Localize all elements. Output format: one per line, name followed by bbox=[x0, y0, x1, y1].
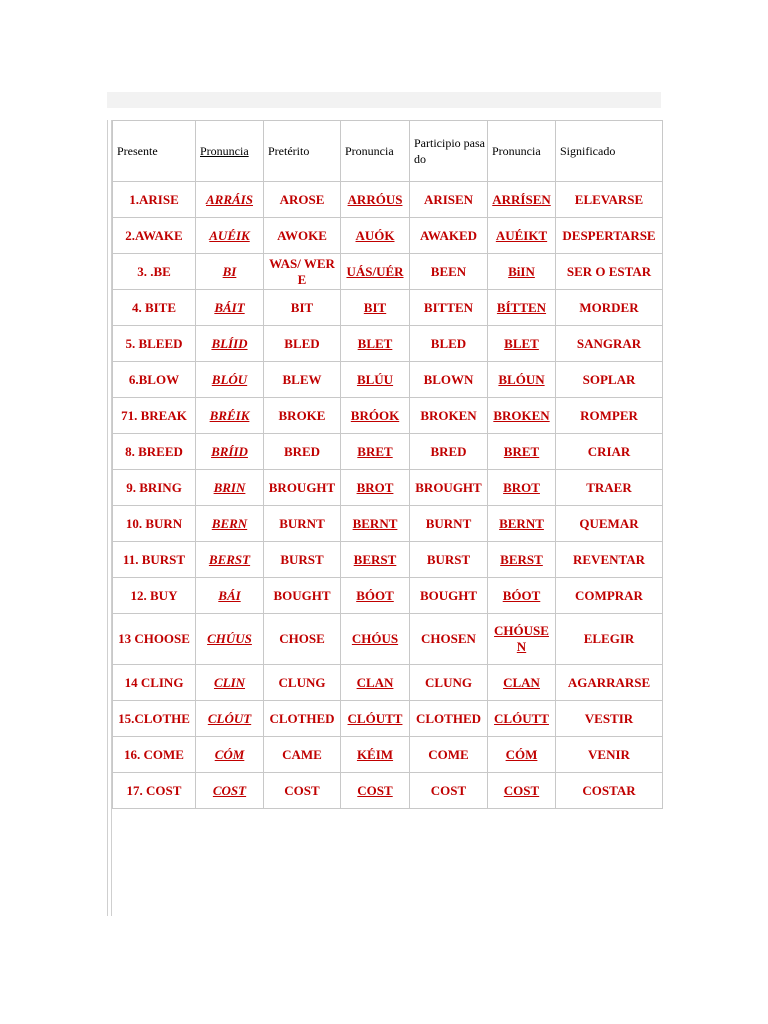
table-row bbox=[113, 773, 663, 809]
cell-pronuncia-3: AUÉIKT bbox=[488, 218, 556, 254]
cell-pronuncia-2: BÓOT bbox=[341, 578, 410, 614]
cell-pronuncia-3: CHÓUSEN bbox=[488, 614, 556, 665]
cell-participio: BLED bbox=[410, 326, 488, 362]
table-row bbox=[113, 182, 663, 218]
irregular-verbs-table bbox=[112, 120, 663, 809]
cell-presente: 15.CLOTHE bbox=[113, 701, 196, 737]
cell-pronuncia-1: CÓM bbox=[196, 737, 264, 773]
cell-pronuncia-2: ARRÓUS bbox=[341, 182, 410, 218]
cell-participio: BURNT bbox=[410, 506, 488, 542]
cell-pronuncia-1: BLÓU bbox=[196, 362, 264, 398]
table-row bbox=[113, 218, 663, 254]
cell-pronuncia-3: BÍTTEN bbox=[488, 290, 556, 326]
table-row bbox=[113, 665, 663, 701]
cell-participio: ARISEN bbox=[410, 182, 488, 218]
cell-presente: 14 CLING bbox=[113, 665, 196, 701]
cell-pronuncia-1: BRIN bbox=[196, 470, 264, 506]
cell-pronuncia-3: BÓOT bbox=[488, 578, 556, 614]
cell-pronuncia-1: ARRÁIS bbox=[196, 182, 264, 218]
cell-preterito: BURST bbox=[264, 542, 341, 578]
cell-pronuncia-3: COST bbox=[488, 773, 556, 809]
cell-pronuncia-2: BRÓOK bbox=[341, 398, 410, 434]
cell-presente: 2.AWAKE bbox=[113, 218, 196, 254]
table-row bbox=[113, 614, 663, 665]
cell-significado: CRIAR bbox=[556, 434, 663, 470]
table-row bbox=[113, 701, 663, 737]
table-row bbox=[113, 506, 663, 542]
cell-pronuncia-3: CLAN bbox=[488, 665, 556, 701]
table-row bbox=[113, 290, 663, 326]
cell-pronuncia-1: BLÍID bbox=[196, 326, 264, 362]
table-row bbox=[113, 470, 663, 506]
table-row bbox=[113, 542, 663, 578]
table-row bbox=[113, 362, 663, 398]
cell-significado: SOPLAR bbox=[556, 362, 663, 398]
cell-pronuncia-3: BROT bbox=[488, 470, 556, 506]
cell-pronuncia-2: BERNT bbox=[341, 506, 410, 542]
cell-participio: BLOWN bbox=[410, 362, 488, 398]
cell-pronuncia-1: AUÉIK bbox=[196, 218, 264, 254]
cell-presente: 17. COST bbox=[113, 773, 196, 809]
cell-presente: 5. BLEED bbox=[113, 326, 196, 362]
cell-pronuncia-2: KÉIM bbox=[341, 737, 410, 773]
cell-significado: VENIR bbox=[556, 737, 663, 773]
cell-pronuncia-2: BLET bbox=[341, 326, 410, 362]
cell-pronuncia-3: BLÓUN bbox=[488, 362, 556, 398]
cell-participio: BURST bbox=[410, 542, 488, 578]
table-header-row bbox=[113, 121, 663, 182]
header-presente: Presente bbox=[113, 121, 196, 182]
cell-participio: CLOTHED bbox=[410, 701, 488, 737]
cell-preterito: CLUNG bbox=[264, 665, 341, 701]
cell-significado: ROMPER bbox=[556, 398, 663, 434]
cell-pronuncia-2: CHÓUS bbox=[341, 614, 410, 665]
cell-participio: BROUGHT bbox=[410, 470, 488, 506]
cell-presente: 1.ARISE bbox=[113, 182, 196, 218]
cell-significado: ELEVARSE bbox=[556, 182, 663, 218]
cell-preterito: BRED bbox=[264, 434, 341, 470]
cell-pronuncia-1: CHÚUS bbox=[196, 614, 264, 665]
cell-participio: AWAKED bbox=[410, 218, 488, 254]
cell-significado: DESPERTARSE bbox=[556, 218, 663, 254]
header-pronuncia-1: Pronuncia bbox=[196, 121, 264, 182]
cell-pronuncia-3: BLET bbox=[488, 326, 556, 362]
cell-participio: BITTEN bbox=[410, 290, 488, 326]
cell-preterito: BIT bbox=[264, 290, 341, 326]
cell-presente: 16. COME bbox=[113, 737, 196, 773]
cell-pronuncia-1: COST bbox=[196, 773, 264, 809]
cell-significado: COMPRAR bbox=[556, 578, 663, 614]
header-preterito: Pretérito bbox=[264, 121, 341, 182]
cell-presente: 4. BITE bbox=[113, 290, 196, 326]
cell-preterito: BURNT bbox=[264, 506, 341, 542]
cell-pronuncia-1: BERN bbox=[196, 506, 264, 542]
cell-pronuncia-2: UÁS/UÉR bbox=[341, 254, 410, 290]
cell-pronuncia-3: BROKEN bbox=[488, 398, 556, 434]
cell-pronuncia-3: CLÓUTT bbox=[488, 701, 556, 737]
cell-presente: 13 CHOOSE bbox=[113, 614, 196, 665]
table-row bbox=[113, 254, 663, 290]
cell-pronuncia-1: BRÍID bbox=[196, 434, 264, 470]
cell-participio: CLUNG bbox=[410, 665, 488, 701]
cell-pronuncia-2: CLÓUTT bbox=[341, 701, 410, 737]
cell-pronuncia-3: BRET bbox=[488, 434, 556, 470]
cell-significado: SER O ESTAR bbox=[556, 254, 663, 290]
cell-preterito: CHOSE bbox=[264, 614, 341, 665]
header-significado: Significado bbox=[556, 121, 663, 182]
page-top-bar bbox=[107, 92, 661, 108]
cell-presente: 3. .BE bbox=[113, 254, 196, 290]
header-pronuncia-2: Pronuncia bbox=[341, 121, 410, 182]
cell-pronuncia-1: CLÓUT bbox=[196, 701, 264, 737]
cell-preterito: AROSE bbox=[264, 182, 341, 218]
cell-preterito: BOUGHT bbox=[264, 578, 341, 614]
cell-participio: BROKEN bbox=[410, 398, 488, 434]
cell-pronuncia-1: BI bbox=[196, 254, 264, 290]
cell-pronuncia-2: COST bbox=[341, 773, 410, 809]
cell-participio: BEEN bbox=[410, 254, 488, 290]
cell-pronuncia-1: BÁI bbox=[196, 578, 264, 614]
cell-pronuncia-1: CLIN bbox=[196, 665, 264, 701]
table-row bbox=[113, 326, 663, 362]
cell-pronuncia-2: BROT bbox=[341, 470, 410, 506]
header-participio: Participio pasado bbox=[410, 121, 488, 182]
cell-participio: CHOSEN bbox=[410, 614, 488, 665]
table-row bbox=[113, 398, 663, 434]
cell-significado: QUEMAR bbox=[556, 506, 663, 542]
cell-presente: 12. BUY bbox=[113, 578, 196, 614]
table-row bbox=[113, 578, 663, 614]
cell-significado: MORDER bbox=[556, 290, 663, 326]
cell-significado: COSTAR bbox=[556, 773, 663, 809]
cell-pronuncia-2: BERST bbox=[341, 542, 410, 578]
cell-participio: COST bbox=[410, 773, 488, 809]
cell-presente: 10. BURN bbox=[113, 506, 196, 542]
cell-presente: 9. BRING bbox=[113, 470, 196, 506]
cell-pronuncia-2: BLÚU bbox=[341, 362, 410, 398]
cell-participio: BOUGHT bbox=[410, 578, 488, 614]
cell-pronuncia-3: ARRÍSEN bbox=[488, 182, 556, 218]
cell-significado: TRAER bbox=[556, 470, 663, 506]
cell-preterito: AWOKE bbox=[264, 218, 341, 254]
cell-pronuncia-3: CÓM bbox=[488, 737, 556, 773]
header-pronuncia-3: Pronuncia bbox=[488, 121, 556, 182]
cell-pronuncia-2: BIT bbox=[341, 290, 410, 326]
cell-pronuncia-1: BRÉIK bbox=[196, 398, 264, 434]
cell-significado: REVENTAR bbox=[556, 542, 663, 578]
cell-participio: BRED bbox=[410, 434, 488, 470]
cell-presente: 8. BREED bbox=[113, 434, 196, 470]
cell-preterito: BROUGHT bbox=[264, 470, 341, 506]
cell-presente: 6.BLOW bbox=[113, 362, 196, 398]
table-row bbox=[113, 737, 663, 773]
table-row bbox=[113, 434, 663, 470]
cell-pronuncia-3: BERNT bbox=[488, 506, 556, 542]
cell-participio: COME bbox=[410, 737, 488, 773]
cell-significado: AGARRARSE bbox=[556, 665, 663, 701]
cell-pronuncia-2: AUÓK bbox=[341, 218, 410, 254]
cell-presente: 11. BURST bbox=[113, 542, 196, 578]
cell-pronuncia-1: BÁIT bbox=[196, 290, 264, 326]
cell-significado: ELEGIR bbox=[556, 614, 663, 665]
cell-significado: SANGRAR bbox=[556, 326, 663, 362]
cell-presente: 71. BREAK bbox=[113, 398, 196, 434]
cell-significado: VESTIR bbox=[556, 701, 663, 737]
cell-preterito: BLEW bbox=[264, 362, 341, 398]
cell-preterito: BROKE bbox=[264, 398, 341, 434]
cell-preterito: CAME bbox=[264, 737, 341, 773]
cell-pronuncia-1: BERST bbox=[196, 542, 264, 578]
cell-pronuncia-3: BiIN bbox=[488, 254, 556, 290]
cell-pronuncia-2: CLAN bbox=[341, 665, 410, 701]
cell-preterito: WAS/ WERE bbox=[264, 254, 341, 290]
cell-pronuncia-2: BRET bbox=[341, 434, 410, 470]
cell-pronuncia-3: BERST bbox=[488, 542, 556, 578]
cell-preterito: CLOTHED bbox=[264, 701, 341, 737]
cell-preterito: COST bbox=[264, 773, 341, 809]
cell-preterito: BLED bbox=[264, 326, 341, 362]
